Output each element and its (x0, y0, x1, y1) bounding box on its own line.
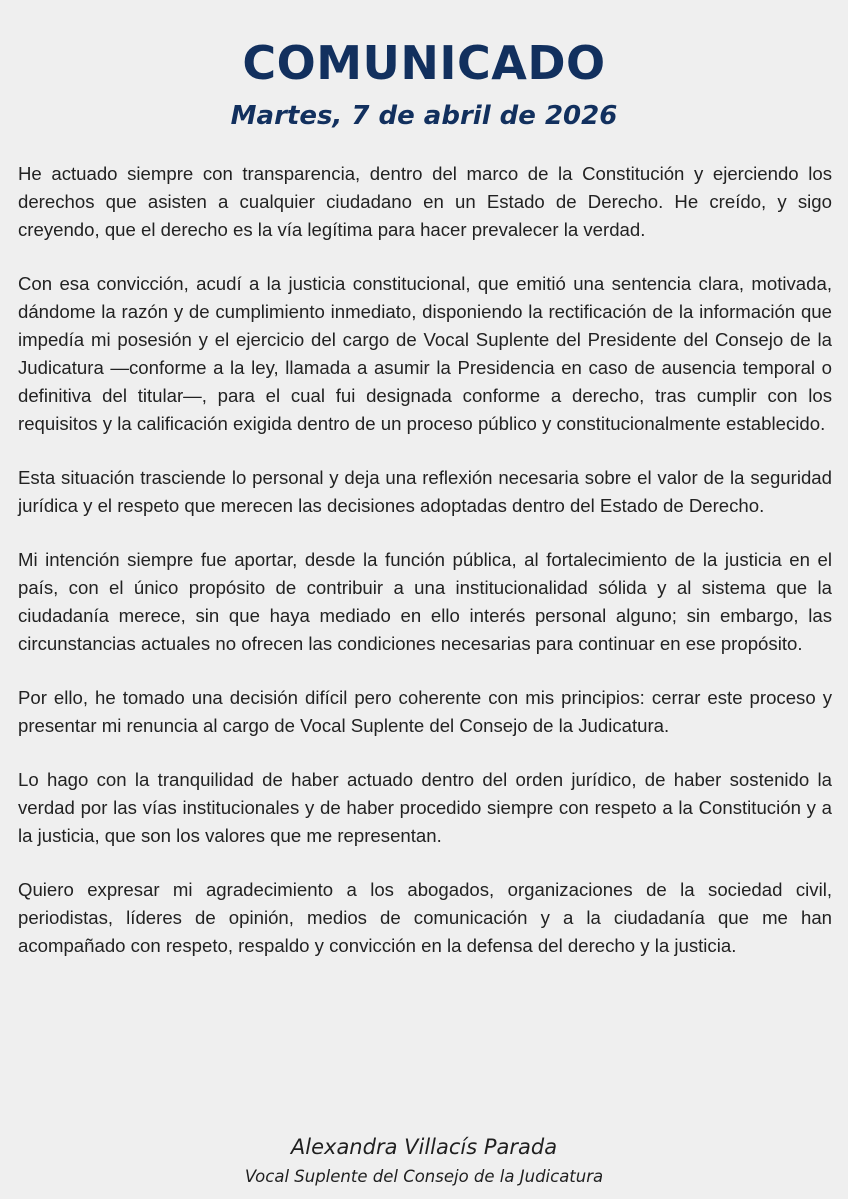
paragraph-2: Con esa convicción, acudí a la justicia constitucional, que emitió una sentencia clara, motivada, dándome la razón y de cumplimiento inmediato, disponiendo la rectificación de la información que impedía mi posesión y el ejercicio del cargo de Vocal Suplente del Presidente del Consejo de la Judicatura —conforme a la ley, llamada a asumir la Presidencia en caso de ausencia temporal o definitiva del titular—, para el cual fui designada conforme a derecho, tras cumplir con los requisitos y la calificación exigida dentro de un proceso público y constitucionalmente establecido. (18, 273, 832, 434)
signature-role: Vocal Suplente del Consejo de la Judicatura (244, 1167, 604, 1186)
communique-date: Martes, 7 de abril de 2026 (230, 101, 618, 131)
paragraph-5: Por ello, he tomado una decisión difícil pero coherente con mis principios: cerrar este proceso y presentar mi renuncia al cargo de Vocal Suplente del Consejo de la Judicatura. (18, 687, 832, 736)
page-title: COMUNICADO (242, 36, 606, 90)
paragraph-4: Mi intención siempre fue aportar, desde la función pública, al fortalecimiento de la justicia en el país, con el único propósito de contribuir a una institucionalidad sólida y al sistema que la ciudadanía merece, sin que haya mediado en ello interés personal alguno; sin embargo, las circunstancias actuales no ofrecen las condiciones necesarias para continuar en ese propósito. (18, 549, 832, 654)
paragraph-1: He actuado siempre con transparencia, dentro del marco de la Constitución y ejerciendo los derechos que asisten a cualquier ciudadano en un Estado de Derecho. He creído, y sigo creyendo, que el derecho es la vía legítima para hacer prevalecer la verdad. (18, 163, 832, 240)
signature-name: Alexandra Villacís Parada (290, 1135, 558, 1159)
paragraph-7: Quiero expresar mi agradecimiento a los abogados, organizaciones de la sociedad civil, periodistas, líderes de opinión, medios de comunicación y a la ciudadanía que me han acompañado con respeto, respaldo y convicción en la defensa del derecho y la justicia. (18, 879, 832, 956)
paragraph-6: Lo hago con la tranquilidad de haber actuado dentro del orden jurídico, de haber sostenido la verdad por las vías institucionales y de haber procedido siempre con respeto a la Constitución y a la justicia, que son los valores que me representan. (18, 769, 832, 846)
paragraph-3: Esta situación trasciende lo personal y deja una reflexión necesaria sobre el valor de la seguridad jurídica y el respeto que merecen las decisiones adoptadas dentro del Estado de Derecho. (18, 467, 832, 516)
communique-body (18, 160, 832, 986)
